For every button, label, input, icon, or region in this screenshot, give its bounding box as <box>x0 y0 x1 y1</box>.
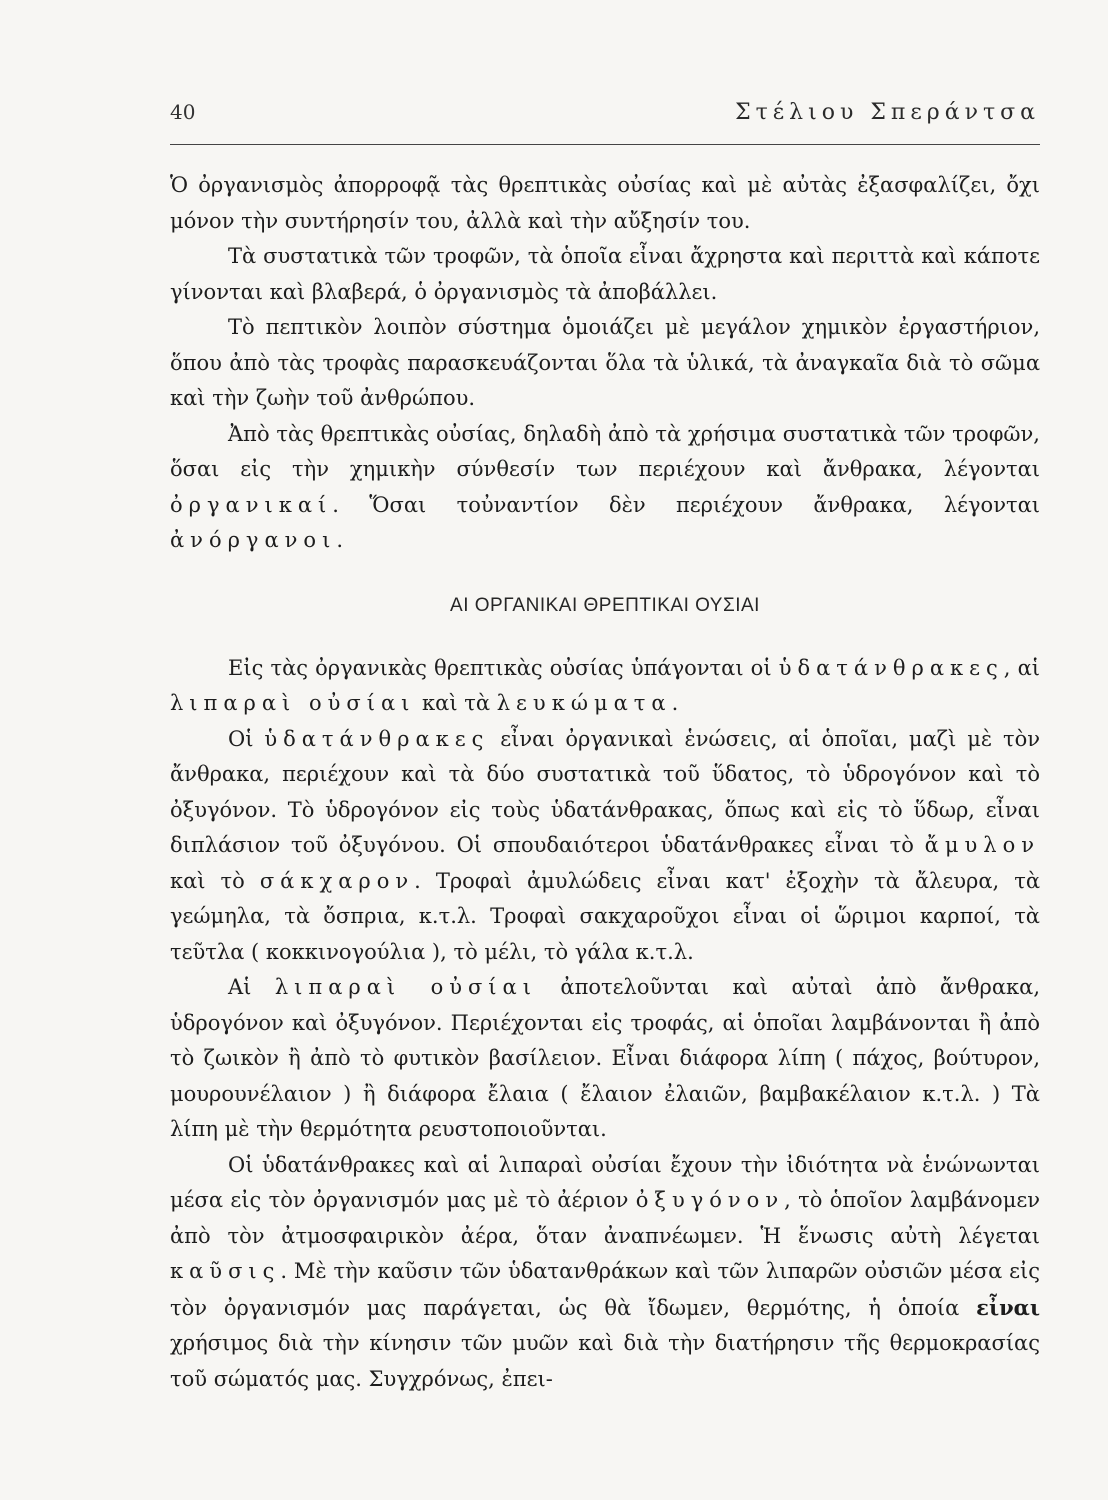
text-run: . Μὲ τὴν καῦσιν τῶν ὑδατανθράκων καὶ τῶν λιπαρῶν οὐσιῶν μέσα εἰς τὸν ὀργανισμόν μας παράγεται, ὡς θὰ ἴδωμεν, θερμότης, ἡ ὁποία <box>170 1259 1040 1320</box>
text-run: Οἱ <box>228 726 265 751</box>
text-run-emphasis: εἶναι <box>976 1294 1040 1320</box>
text-run: Εἰς τὰς ὀργανικὰς θρεπτικὰς οὐσίας ὑπάγονται οἱ <box>228 655 779 680</box>
text-run: καὶ τὸ <box>170 868 260 893</box>
text-run: . Τροφαὶ ἀμυλώδεις εἶναι κατ' ἐξοχὴν τὰ ἄλευρα, τὰ γεώμηλα, τὰ ὄσπρια, κ.τ.λ. Τροφαὶ σακχαροῦχοι εἶναι οἱ ὥριμοι καρποί, τὰ τεῦτλα ( κοκκινογούλια ), τὸ μέλι, τὸ γάλα κ.τ.λ. <box>170 868 1041 964</box>
text-run: Οἱ ὑδατάνθρακες καὶ αἱ λιπαραὶ οὐσίαι ἔχουν τὴν ἰδιότητα νὰ ἑνώνωνται μέσα εἰς τὸν ὀργανισμόν μας μὲ τὸ ἀέριον <box>170 1152 1040 1212</box>
term-oxygen: ὀξυγόνον <box>635 1188 785 1212</box>
term-starch: ἄμυλον <box>924 833 1040 857</box>
text-run: χρήσιμος διὰ τὴν κίνησιν τῶν μυῶν καὶ διὰ τὴν διατήρησιν τῆς θερμοκρασίας τοῦ σώματός μας. Συγχρόνως, ἐπει- <box>170 1331 1040 1391</box>
term-organic: ὀργανικαί <box>170 492 333 517</box>
text-run: . <box>671 691 679 715</box>
term-combustion: καῦσις <box>170 1259 281 1283</box>
paragraph-digestive-lab: Τὸ πεπτικὸν λοιπὸν σύστημα ὁμοιάζει μὲ μεγάλον χημικὸν ἐργαστήριον, ὅπου ἀπὸ τὰς τροφὰς παρασκευάζονται ὅλα τὰ ὑλικά, τὰ ἀναγκαῖα διὰ τὸ σῶμα καὶ τὴν ζωὴν τοῦ ἀνθρώπου. <box>170 315 1040 410</box>
text-run: Ἀπὸ τὰς θρεπτικὰς οὐσίας, δηλαδὴ ἀπὸ τὰ χρήσιμα συστατικὰ τῶν τροφῶν, ὅσαι εἰς τὴν χημικὴν σύνθεσίν των περιέχουν καὶ ἄνθρακα, λέγονται <box>170 421 1040 481</box>
page-number: 40 <box>170 100 196 124</box>
term-inorganic: ἀνόργανοι <box>170 528 337 552</box>
text-run: καὶ τὰ <box>415 691 497 715</box>
paragraph-fats <box>170 970 1040 1148</box>
running-title: Στέλιου Σπεράντσα <box>735 100 1040 125</box>
text-run: Αἱ <box>228 975 275 999</box>
text-run: . <box>336 528 343 552</box>
text-run: , αἱ <box>1003 655 1040 680</box>
term-fats: λιπαραὶ οὐσίαι <box>170 691 416 715</box>
paragraph-categories <box>170 651 1040 722</box>
term-proteins: λευκώματα <box>496 691 672 715</box>
paragraph-organic-inorganic <box>170 417 1040 559</box>
paragraph-absorption: Ὁ ὀργανισμὸς ἀπορροφᾷ τὰς θρεπτικὰς οὐσίας καὶ μὲ αὐτὰς ἐξασφαλίζει, ὄχι μόνον τὴν συντήρησίν του, ἀλλὰ καὶ τὴν αὔξησίν του. <box>170 173 1040 233</box>
term-carbohydrates: ὑδατάνθρακες <box>264 726 490 751</box>
term-sugar: σάκχαρον <box>259 868 415 893</box>
running-header <box>170 100 1040 145</box>
term-fats: λιπαραὶ οὐσίαι <box>274 975 537 999</box>
section-heading: ΑΙ ΟΡΓΑΝΙΚΑΙ ΘΡΕΠΤΙΚΑΙ ΟΥΣΙΑΙ <box>450 594 760 616</box>
text-run: ἀποτελοῦνται καὶ αὐταὶ ἀπὸ ἄνθρακα, ὑδρογόνον καὶ ὀξυγόνον. Περιέχονται εἰς τροφάς, αἱ ὁποῖαι λαμβάνονται ἢ ἀπὸ τὸ ζωικὸν ἢ ἀπὸ τὸ φυτικὸν βασίλειον. Εἶναι διάφορα λίπη ( πάχος, βούτυρον, μουρουνέλαιον ) ἢ διάφορα ἔλαια ( ἔλαιον ἐλαιῶν, βαμβακέλαιον κ.τ.λ. ) Τὰ λίπη μὲ τὴν θερμότητα ρευστοποιοῦνται. <box>170 975 1041 1141</box>
page-body <box>170 168 1040 1397</box>
paragraph-useless-components: Τὰ συστατικὰ τῶν τροφῶν, τὰ ὁποῖα εἶναι ἄχρηστα καὶ περιττὰ καὶ κάποτε γίνονται καὶ βλαβερά, ὁ ὀργανισμὸς τὰ ἀποβάλλει. <box>170 244 1040 304</box>
text-run: εἶναι ὀργανικαὶ ἑνώσεις, αἱ ὁποῖαι, μαζὶ μὲ τὸν ἄνθρακα, περιέχουν καὶ τὰ δύο συστατικὰ τοῦ ὕδατος, τὸ ὑδρογόνον καὶ τὸ ὀξυγόνον. Τὸ ὑδρογόνον εἰς τοὺς ὑδατάνθρακας, ὅπως καὶ εἰς τὸ ὕδωρ, εἶναι διπλάσιον τοῦ ὀξυγόνου. Οἱ σπουδαιότεροι ὑδατάνθρακες εἶναι τὸ <box>170 726 1040 857</box>
text-run: , τὸ ὁποῖον λαμβάνομεν ἀπὸ τὸν ἀτμοσφαιρικὸν ἀέρα, ὅταν ἀναπνέωμεν. Ἡ ἕνωσις αὐτὴ λέγεται <box>170 1188 1040 1248</box>
term-carbohydrates: ὑδατάνθρακες <box>778 655 1004 680</box>
paragraph-carbohydrates <box>170 722 1040 971</box>
text-run: . Ὅσαι τοὐναντίον δὲν περιέχουν ἄνθρακα, λέγονται <box>332 492 1040 517</box>
paragraph-combustion <box>170 1148 1040 1398</box>
